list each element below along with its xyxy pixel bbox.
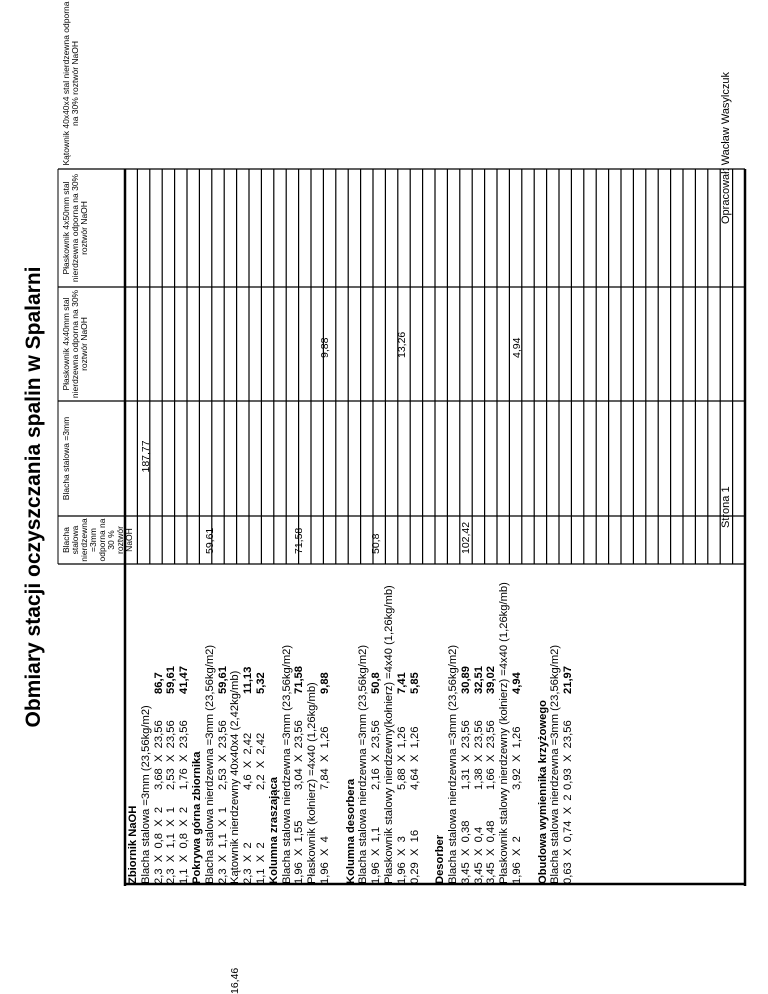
column-header: Kątownik 40x40x4 stal nierdzewna odporna na 30% roztwór NaOH [61, 1, 80, 166]
page-title: Obmiary stacji oczyszczania spalin w Spalarni [22, 266, 45, 728]
row-label: 1,1 X 0,8 X 2 [178, 806, 191, 884]
cell-value: 50,8 [370, 533, 383, 554]
row-calculation: 3,68 X 23,56 [152, 720, 165, 790]
row-calculation: 3,04 X 23,56 [293, 720, 306, 790]
row-label: 3,45 X 0,4 [472, 826, 485, 884]
row-label: Kątownik nierdzewny 40x40x4 (2,42kg/mb) [229, 670, 242, 884]
row-calculation: 3,92 X 1,26 [511, 726, 523, 790]
row-calculation: 1,31 X 23,56 [459, 720, 472, 790]
row-calculation: 5,88 X 1,26 [395, 726, 408, 790]
row-label: 0,63 X 0,74 X 2 [562, 794, 575, 884]
row-result: 41,47 [178, 666, 191, 694]
cell-value: 13,26 [395, 331, 408, 358]
row-label: Zbiornik NaOH [127, 805, 139, 884]
cell-value: 71,58 [293, 527, 306, 554]
row-result: 9,88 [319, 672, 331, 694]
row-calculation: 0,93 X 23,56 [562, 720, 575, 790]
row-label: 2,3 X 2 [242, 842, 255, 884]
row-result: 71,58 [293, 666, 306, 694]
row-calculation: 4,64 X 1,26 [408, 726, 421, 790]
row-result: 59,61 [216, 666, 229, 694]
row-label: 1,96 X 3 [395, 836, 408, 884]
row-calculation: 1,66 X 23,56 [485, 720, 498, 790]
row-label: 3,45 X 0,48 [485, 820, 498, 884]
row-calculation: 1,38 X 23,56 [472, 720, 485, 790]
row-label: Płaskownik stalowy nierdzewny (kołnierz) =4x40 (1,26kg/mb) [498, 582, 511, 884]
row-calculation: 2,53 X 23,56 [216, 720, 229, 790]
cell-value: 9,88 [319, 337, 331, 358]
row-result: 32,51 [472, 666, 485, 694]
row-calculation: 2,2 X 2,42 [255, 732, 267, 790]
row-result: 5,32 [255, 672, 267, 694]
row-result: 4,94 [511, 672, 523, 694]
row-result: 21,97 [562, 666, 575, 694]
row-label: 2,3 X 1,1 X 1 [165, 806, 178, 884]
cell-value: 16,46 [229, 967, 242, 994]
row-result: 39,02 [485, 666, 498, 694]
row-calculation: 2,16 X 23,56 [370, 720, 383, 790]
row-label: 2,3 X 1,1 X 1 [216, 806, 229, 884]
row-label: Płaskownik stalowy nierdzewny(kołnierz) =4x40 (1,26kg/mb) [383, 585, 395, 884]
row-label: Obudowa wymiennika krzyżowego [536, 699, 549, 884]
row-label: 3,45 X 0,38 [459, 820, 472, 884]
row-label: Płaskownik (kołnierz) =4x40 (1,26kg/mb) [306, 682, 319, 884]
row-result: 5,85 [408, 672, 421, 694]
row-result: 11,13 [242, 666, 255, 694]
row-label: 0,29 X 16 [408, 829, 421, 884]
row-label: 1,1 X 2 [255, 842, 267, 884]
author-credit: Opracował: Wacław Wasylczuk [720, 72, 732, 224]
row-calculation: 2,53 X 23,56 [165, 720, 178, 790]
row-label: Blacha stalowa nierdzewna =3mm (23,56kg/m2) [447, 644, 459, 884]
row-label: Blacha stalowa =3mm (23,56kg/m2) [139, 705, 152, 884]
cell-value: 102,42 [459, 521, 472, 554]
row-calculation: 1,76 X 23,56 [178, 720, 191, 790]
row-calculation: 7,84 X 1,26 [319, 726, 331, 790]
row-result: 30,89 [459, 666, 472, 694]
row-calculation: 4,6 X 2,42 [242, 732, 255, 790]
row-label: 1,96 X 4 [319, 836, 331, 884]
row-label: Desorber [434, 834, 447, 884]
row-label: Pokrywa górna zbiornika [191, 751, 203, 884]
row-result: 86,7 [152, 672, 165, 694]
row-result: 7,41 [395, 672, 408, 694]
row-label: Blacha stalowa nierdzewna =3mm (23,56kg/m2) [357, 644, 370, 884]
row-result: 50,8 [370, 672, 383, 694]
row-label: Blacha stalowa nierdzewna =3mm (23,56kg/m2) [280, 644, 293, 884]
row-label: 2,3 X 0,8 X 2 [152, 806, 165, 884]
cell-value: 59,61 [203, 527, 216, 554]
row-label: Blacha stalowa nierdzewna =3mm (23,56kg/m2) [549, 644, 562, 884]
row-label: 1,96 X 2 [511, 836, 523, 884]
cell-value: 4,94 [511, 337, 523, 358]
column-header: Płaskownik 4x40mm stal nierdzewna odporna na 30% roztwór NaOH [61, 289, 89, 399]
page-number: Strona 1 [720, 486, 732, 528]
column-header: Blacha stalowa nierdzewna =3mm odporna na 30 % roztwór NaOH [61, 518, 134, 562]
row-label: Kolumna desorbera [344, 778, 357, 884]
row-label: 1,96 X 1,1 [370, 826, 383, 884]
row-label: Blacha stalowa nierdzewna =3mm (23,56kg/m2) [203, 644, 216, 884]
column-header: Płaskownik 4x50mm stal nierdzewna odporna na 30% roztwór NaOH [61, 173, 89, 283]
cell-value: 187,77 [139, 440, 152, 473]
column-header: Blacha stalowa =3mm [61, 416, 71, 501]
row-result: 59,61 [165, 666, 178, 694]
row-label: Kolumna zraszająca [267, 777, 280, 884]
row-label: 1,96 X 1,55 [293, 820, 306, 884]
